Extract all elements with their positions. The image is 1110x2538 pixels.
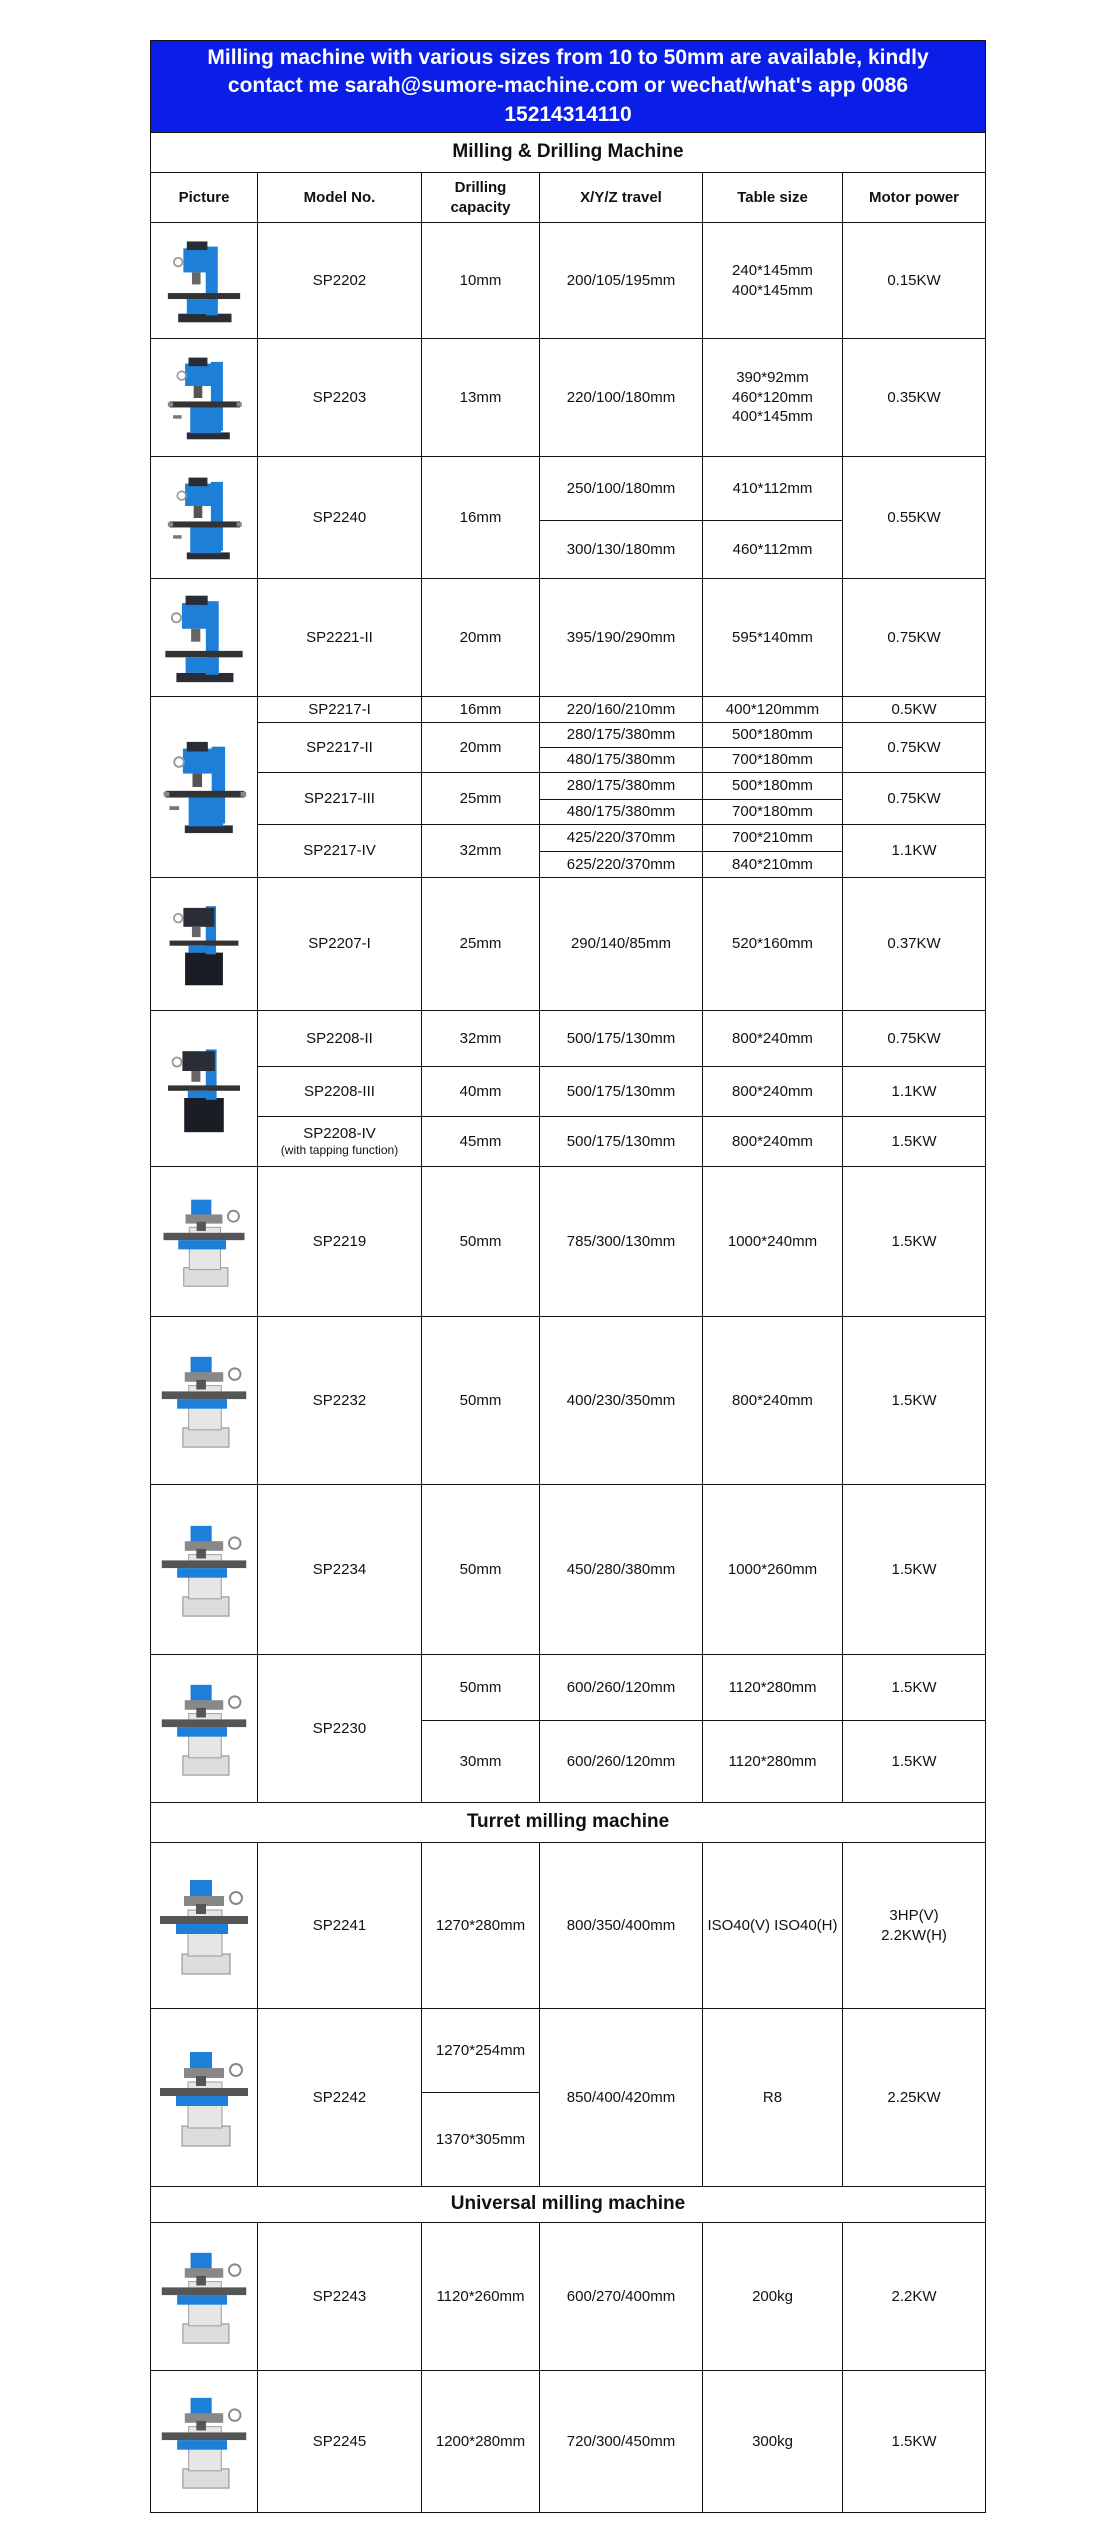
milling-machine-image: [161, 461, 247, 575]
table-size-cell: 1000*260mm: [703, 1485, 843, 1655]
model-cell: SP2232: [258, 1317, 422, 1485]
machine-photo: [151, 878, 258, 1011]
table-row: [151, 2223, 986, 2371]
motor-cell: 1.1KW: [843, 1067, 986, 1117]
travel-cell: 500/175/130mm: [540, 1117, 703, 1167]
table-size-cell: 1000*240mm: [703, 1167, 843, 1317]
section-title-milling-drilling: Milling & Drilling Machine: [151, 133, 986, 173]
travel-cell: 720/300/450mm: [540, 2371, 703, 2513]
table-size-cell: ISO40(V) ISO40(H): [703, 1843, 843, 2009]
travel-cell: 785/300/130mm: [540, 1167, 703, 1317]
table-size-cell: 700*180mm: [703, 800, 843, 825]
motor-cell: 1.5KW: [843, 2371, 986, 2513]
machine-photo: [151, 457, 258, 579]
banner-line-1: Milling machine with various sizes from 10 to 50mm are available, kindly: [207, 45, 929, 69]
motor-cell: [843, 1843, 986, 2009]
motor-cell: 0.35KW: [843, 339, 986, 457]
motor-cell: 2.25KW: [843, 2009, 986, 2187]
model-cell: SP2242: [258, 2009, 422, 2187]
milling-machine-image: [158, 1172, 250, 1312]
header-row: [151, 173, 986, 223]
model-cell: SP2203: [258, 339, 422, 457]
model-cell: SP2241: [258, 1843, 422, 2009]
travel-cell: 625/220/370mm: [540, 852, 703, 878]
header-drilling: [422, 173, 540, 223]
section-title-turret: Turret milling machine: [151, 1803, 986, 1843]
drill-cell: 25mm: [422, 773, 540, 825]
travel-cell: 395/190/290mm: [540, 579, 703, 697]
table-row: [151, 1655, 986, 1721]
motor-cell: 1.5KW: [843, 1485, 986, 1655]
travel-cell: 850/400/420mm: [540, 2009, 703, 2187]
machine-photo: [151, 1317, 258, 1485]
travel-cell: 480/175/380mm: [540, 800, 703, 825]
drill-cell: 50mm: [422, 1167, 540, 1317]
table-row: [151, 1067, 986, 1117]
machine-photo: [151, 1485, 258, 1655]
machine-photo: [151, 339, 258, 457]
travel-cell: 290/140/85mm: [540, 878, 703, 1011]
machine-photo: [151, 697, 258, 878]
drill-cell: 45mm: [422, 1117, 540, 1167]
table-row: [151, 1485, 986, 1655]
table-size-line: 400*145mm: [732, 281, 813, 299]
drill-cell: 1370*305mm: [422, 2093, 540, 2187]
header-motor: Motor power: [843, 173, 986, 223]
model-note: (with tapping function): [280, 1143, 399, 1158]
model-cell: SP2208-II: [258, 1011, 422, 1067]
table-size-cell: R8: [703, 2009, 843, 2187]
section-row: [151, 133, 986, 173]
machine-photo: [151, 2223, 258, 2371]
header-picture: Picture: [151, 173, 258, 223]
travel-cell: 220/100/180mm: [540, 339, 703, 457]
model-cell: SP2217-IV: [258, 825, 422, 878]
table-size-cell: 700*180mm: [703, 748, 843, 773]
milling-machine-image: [159, 1015, 249, 1163]
table-row: [151, 878, 986, 1011]
milling-machine-image: [156, 2375, 252, 2509]
milling-machine-image: [156, 2228, 252, 2366]
table-size-cell: 800*240mm: [703, 1117, 843, 1167]
table-size-line: 400*145mm: [732, 408, 813, 426]
table-size-cell: 840*210mm: [703, 852, 843, 878]
milling-machine-image: [158, 584, 250, 692]
model-cell: SP2234: [258, 1485, 422, 1655]
model-cell: SP2217-II: [258, 723, 422, 773]
motor-cell: 2.2KW: [843, 2223, 986, 2371]
table-size-cell: 500*180mm: [703, 723, 843, 748]
header-drilling-line1: Drilling: [454, 179, 507, 196]
model-cell: SP2240: [258, 457, 422, 579]
section-row: [151, 1803, 986, 1843]
machine-spec-table: [150, 40, 986, 2513]
machine-photo: [151, 1167, 258, 1317]
model-cell: SP2221-II: [258, 579, 422, 697]
table-size-cell: 410*112mm: [703, 457, 843, 521]
motor-cell: 1.5KW: [843, 1317, 986, 1485]
motor-cell: 0.75KW: [843, 723, 986, 773]
model-cell: SP2219: [258, 1167, 422, 1317]
table-row: [151, 2371, 986, 2513]
drill-cell: 25mm: [422, 878, 540, 1011]
model-cell: SP2202: [258, 223, 422, 339]
travel-cell: 450/280/380mm: [540, 1485, 703, 1655]
header-table-size: Table size: [703, 173, 843, 223]
drill-cell: 32mm: [422, 825, 540, 878]
section-row: [151, 2187, 986, 2223]
table-size-cell: 1120*280mm: [703, 1655, 843, 1721]
banner-line-2: contact me sarah@sumore-machine.com or wechat/what's app 0086: [227, 74, 909, 98]
table-row: [151, 579, 986, 697]
travel-cell: 600/270/400mm: [540, 2223, 703, 2371]
table-size-cell: 500*180mm: [703, 773, 843, 800]
table-size-cell: 800*240mm: [703, 1067, 843, 1117]
milling-machine-image: [156, 717, 252, 857]
milling-machine-image: [154, 2018, 254, 2178]
motor-line: 3HP(V): [889, 1907, 939, 1924]
table-row: [151, 697, 986, 723]
motor-cell: 1.5KW: [843, 1117, 986, 1167]
header-model: Model No.: [258, 173, 422, 223]
table-size-cell: 300kg: [703, 2371, 843, 2513]
table-row: [151, 1117, 986, 1167]
table-size-cell: 700*210mm: [703, 825, 843, 852]
table-row: [151, 2009, 986, 2093]
machine-photo: [151, 1655, 258, 1803]
model-cell: SP2243: [258, 2223, 422, 2371]
section-title-universal: Universal milling machine: [151, 2187, 986, 2223]
table-row: [151, 723, 986, 748]
motor-cell: 1.5KW: [843, 1721, 986, 1803]
table-row: [151, 457, 986, 521]
table-size-cell: [703, 223, 843, 339]
model-name: SP2208-IV: [303, 1124, 376, 1142]
travel-cell: 300/130/180mm: [540, 521, 703, 579]
milling-machine-image: [156, 1491, 252, 1649]
travel-cell: 500/175/130mm: [540, 1011, 703, 1067]
motor-line: 2.2KW(H): [881, 1926, 947, 1944]
table-size-line: 390*92mm: [736, 369, 809, 387]
motor-cell: 0.55KW: [843, 457, 986, 579]
contact-banner-row: [151, 41, 986, 133]
drill-cell: 10mm: [422, 223, 540, 339]
travel-cell: 500/175/130mm: [540, 1067, 703, 1117]
drill-cell: 50mm: [422, 1317, 540, 1485]
drill-cell: 40mm: [422, 1067, 540, 1117]
drill-cell: 1270*254mm: [422, 2009, 540, 2093]
table-size-line: 240*145mm: [732, 262, 813, 279]
drill-cell: 32mm: [422, 1011, 540, 1067]
table-row: [151, 339, 986, 457]
motor-cell: 0.75KW: [843, 579, 986, 697]
table-row: [151, 1167, 986, 1317]
table-size-cell: 595*140mm: [703, 579, 843, 697]
travel-cell: 425/220/370mm: [540, 825, 703, 852]
model-cell: SP2208-III: [258, 1067, 422, 1117]
machine-photo: [151, 223, 258, 339]
table-row: [151, 773, 986, 800]
travel-cell: 280/175/380mm: [540, 723, 703, 748]
travel-cell: 220/160/210mm: [540, 697, 703, 723]
drill-cell: 20mm: [422, 579, 540, 697]
table-size-cell: 200kg: [703, 2223, 843, 2371]
table-row: [151, 1317, 986, 1485]
table-row: [151, 223, 986, 339]
milling-machine-image: [156, 1659, 252, 1799]
machine-photo: [151, 1843, 258, 2009]
model-cell: SP2230: [258, 1655, 422, 1803]
header-drilling-line2: capacity: [450, 198, 511, 216]
drill-cell: 1120*260mm: [422, 2223, 540, 2371]
motor-cell: 1.5KW: [843, 1167, 986, 1317]
model-cell: [258, 1117, 422, 1167]
travel-cell: 400/230/350mm: [540, 1317, 703, 1485]
table-row: [151, 825, 986, 852]
travel-cell: 480/175/380mm: [540, 748, 703, 773]
drill-cell: 20mm: [422, 723, 540, 773]
travel-cell: 200/105/195mm: [540, 223, 703, 339]
table-row: [151, 1843, 986, 2009]
drill-cell: 50mm: [422, 1655, 540, 1721]
drill-cell: 1200*280mm: [422, 2371, 540, 2513]
table-size-cell: [703, 339, 843, 457]
table-size-line: 460*120mm: [732, 388, 813, 406]
drill-cell: 1270*280mm: [422, 1843, 540, 2009]
model-cell: SP2207-I: [258, 878, 422, 1011]
milling-machine-image: [161, 228, 247, 334]
milling-machine-image: [161, 344, 247, 452]
table-size-cell: 520*160mm: [703, 878, 843, 1011]
travel-cell: 800/350/400mm: [540, 1843, 703, 2009]
drill-cell: 16mm: [422, 697, 540, 723]
drill-cell: 50mm: [422, 1485, 540, 1655]
motor-cell: 0.5KW: [843, 697, 986, 723]
drill-cell: 13mm: [422, 339, 540, 457]
drill-cell: 30mm: [422, 1721, 540, 1803]
header-travel: X/Y/Z travel: [540, 173, 703, 223]
machine-photo: [151, 579, 258, 697]
motor-cell: 0.37KW: [843, 878, 986, 1011]
model-cell: SP2217-I: [258, 697, 422, 723]
machine-photo: [151, 2371, 258, 2513]
table-size-cell: 460*112mm: [703, 521, 843, 579]
banner-line-3: 15214314110: [504, 102, 632, 126]
machine-photo: [151, 2009, 258, 2187]
milling-machine-image: [154, 1848, 254, 2004]
drill-cell: 16mm: [422, 457, 540, 579]
travel-cell: 600/260/120mm: [540, 1655, 703, 1721]
motor-cell: 0.75KW: [843, 1011, 986, 1067]
travel-cell: 280/175/380mm: [540, 773, 703, 800]
motor-cell: 0.15KW: [843, 223, 986, 339]
table-row: [151, 1011, 986, 1067]
milling-machine-image: [156, 1323, 252, 1479]
motor-cell: 1.1KW: [843, 825, 986, 878]
motor-cell: 1.5KW: [843, 1655, 986, 1721]
travel-cell: 250/100/180mm: [540, 457, 703, 521]
motor-cell: 0.75KW: [843, 773, 986, 825]
machine-photo: [151, 1011, 258, 1167]
milling-machine-image: [161, 883, 247, 1005]
travel-cell: 600/260/120mm: [540, 1721, 703, 1803]
table-size-cell: 400*120mmm: [703, 697, 843, 723]
table-size-cell: 800*240mm: [703, 1011, 843, 1067]
model-cell: SP2217-III: [258, 773, 422, 825]
model-cell: SP2245: [258, 2371, 422, 2513]
table-size-cell: 800*240mm: [703, 1317, 843, 1485]
table-size-cell: 1120*280mm: [703, 1721, 843, 1803]
contact-banner: [151, 41, 986, 133]
